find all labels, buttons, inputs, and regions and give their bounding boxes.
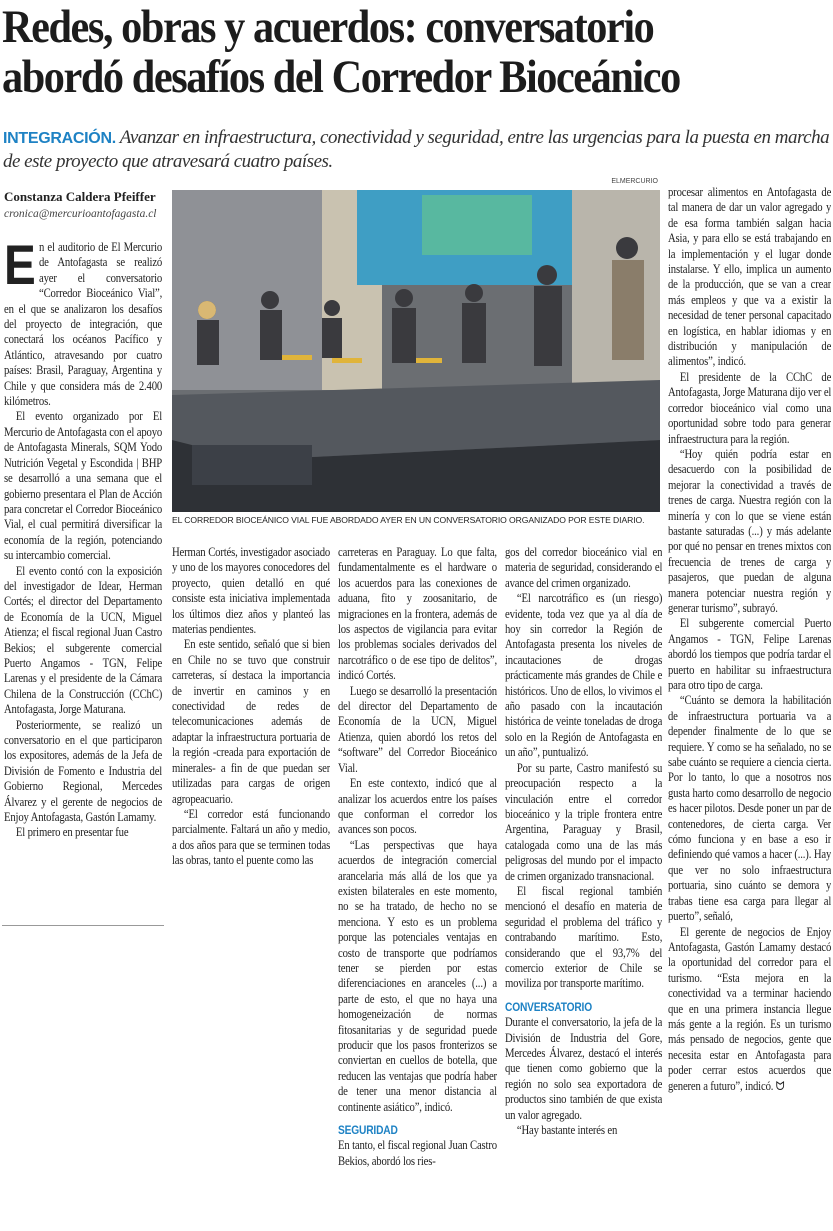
paragraph-text: El gerente de negocios de Enjoy Antofagasta, Gastón Lamamy destacó la oportunidad del corredor para el turismo. “Esta mejora en la conectividad va a terminar haciendo que en una primera instancia llegue más gente a la región. Es un turismo más pensado de negocios, gente que necesita estar en Antofagasta para poder cerrar estos acuerdos que generen a futuro”, indicó. <box>668 924 831 1093</box>
column-5 <box>668 185 831 1231</box>
paragraph: “El narcotráfico es (un riesgo) evidente, toda vez que ya al día de hoy sin corredor la Región de Antofagasta presenta los niveles de incautaciones de drogas prácticamente más grandes de Chile e históricos. Uno de ellos, lo vivimos el año pasado con la incautación histórica de veinte toneladas de droga solo en la Región de Antofagasta en un año”, puntualizó. <box>505 591 662 760</box>
column-1-text <box>4 240 162 841</box>
headline <box>2 2 832 102</box>
paragraph: “Hay bastante interés en <box>516 1123 618 1138</box>
paragraph: El fiscal regional también mencionó el desafío en materia de seguridad el problema del tráfico y contrabando marítimo. Esto, considerando que el 93,7% del comercio exterior de Chile se moviliza por transporte marítimo. <box>505 883 662 991</box>
paragraph: Luego se desarrolló la presentación del director del Departamento de Economía de la UCN, Miguel Atienza, quien abordó los retos del “software” del Corredor Bioceánico Vial. <box>338 683 497 775</box>
byline-email: cronica@mercurioantofagasta.cl <box>4 208 157 220</box>
byline-author: Constanza Caldera Pfeiffer <box>4 189 156 204</box>
column-3-text <box>338 545 497 1169</box>
photo-caption: EL CORREDOR BIOCEÁNICO VIAL FUE ABORDADO AYER EN UN CONVERSATORIO ORGANIZADO POR ESTE DIARIO. <box>172 515 645 525</box>
column-4-text <box>505 545 662 1138</box>
paragraph: “Cuánto se demora la habilitación de infraestructura portuaria va a depender finalmente de lo que se requiere. Y como se ha señalado, no se sabe cuánto se requiere a ciencia cierta. Por lo tanto, lo que a nosotros nos gusta harto como desarrollo de negocio es hacer pilotos. Desde poner un par de contenedores, de cierta carga. Ver cómo funciona y en base a eso ir definiendo qué vamos a hacer (...). Hay que ver no solo infraestructura portuaria, sino cuánto se demora y trabas tiene esa carga para llegar al puerto”, señaló, <box>668 693 831 924</box>
column-divider <box>2 925 164 926</box>
paragraph <box>668 925 831 1094</box>
paragraph: Por su parte, Castro manifestó su preocupación respecto a la vinculación entre el corredor bioceánico y la triple frontera entre Argentina, Paraguay y Brasil, catalogada como una de las más peligrosas del mundo por el impacto de crimen organizado transnacional. <box>505 760 662 883</box>
paragraph: gos del corredor bioceánico vial en materia de seguridad, considerando el avance del crimen organizado. <box>505 545 662 590</box>
headline-line-1: Redes, obras y acuerdos: conversatorio <box>2 1 654 53</box>
paragraph: procesar alimentos en Antofagasta de tal manera de dar un valor agregado y de esa forma también salgan hacia Asia, y para ello se está trabajando en la implementación y el lugar donde instalarse. Y ello, implica un aumento de la producción, que se van a crear más empleos y que va a existir la necesidad de tener personal capacitado en logística, en hablar idiomas y en distribución y manipulación de alimentos”, indicó. <box>668 185 831 369</box>
paragraph: “El corredor está funcionando parcialmente. Faltará un año y medio, a dos años para que se terminen todas las obras, tanto el puente como las <box>172 806 330 868</box>
deck-text: Avanzar en infraestructura, conectividad y seguridad, entre las urgencias para la puesta en marcha de este proyecto que atravesará cuatro países. <box>3 127 830 172</box>
subheading-conversatorio: CONVERSATORIO <box>505 999 592 1014</box>
subheading-seguridad: SEGURIDAD <box>338 1123 398 1138</box>
paragraph: El evento contó con la exposición del investigador de Idear, Herman Cortés; el director del Departamento de Economía de la UCN, Miguel Atienza; el fiscal regional Juan Castro Bekios; el subgerente comercial Puerto Angamos - TGN, Felipe Larenas y el presidente de la Cámara Chilena de la Construcción (CChC) Antofagasta, Jorge Maturana. <box>4 563 162 717</box>
deck <box>3 126 833 173</box>
paragraph: En este sentido, señaló que si bien en Chile no se tuvo que construir carreteras, sí destaca la importancia de invertir en caminos y en conectividad de redes de telecomunicaciones además de adaptar la infraestructura portuaria de la región -creada para exportación de minerales- a fin de que puedan ser utilizadas para cargas de origen agropeacuario. <box>172 637 330 806</box>
paragraph: Posteriormente, se realizó un conversatorio en el que participaron los expositores, además de la Jefa de División de Fomento e Industria del Gobierno Regional, Mercedes Álvarez y el gerente de negocios de Enjoy Antofagasta, Gastón Lamamy. <box>4 717 162 825</box>
paragraph: El subgerente comercial Puerto Angamos - TGN, Felipe Larenas abordó los tiempos que podría tardar el puerto en habilitar su infraestructura para otro tipo de carga. <box>668 616 831 692</box>
end-mark-icon: ᗢ <box>775 1078 785 1093</box>
column-2 <box>172 545 330 1231</box>
conversatorio-photo-illustration <box>172 190 660 512</box>
paragraph: En este contexto, indicó que al analizar los acuerdos entre los países que conforman el corredor los avances son pocos. <box>338 776 497 837</box>
paragraph: carreteras en Paraguay. Lo que falta, fundamentalmente es el hardware o los acuerdos para las conexiones de aduana, fito y zoosanitario, de migraciones en la frontera, además de los aspectos de vigilancia para evitar los problemas sociales derivados del narcotráfico o de ese tipo de delitos”, indicó Cortés. <box>338 545 497 683</box>
headline-line-2: abordó desafíos del Corredor Bioceánico <box>2 51 680 103</box>
photo-credit: ELMERCURIO <box>611 178 658 185</box>
paragraph: “Hoy quién podría estar en desacuerdo con la posibilidad de mejorar la conectividad a través de trenes de carga. Nuestra región con la minería y con lo que se viene están bastante saturadas (...) y más adelante por qué no pensar en trenes mixtos con frecuencia de trenes de carga y pasajeros, que puedan de alguna manera potenciar nuestra región y generar turismo”, subrayó. <box>668 446 831 615</box>
paragraph: Herman Cortés, investigador asociado y uno de los mayores conocedores del proyecto, quien detalló en qué consiste esta iniciativa implementada los últimos diez años y planteó las materias pendientes. <box>172 545 330 637</box>
paragraph: Durante el conversatorio, la jefa de la División de Industria del Gore, Mercedes Álvarez, destacó el interés que tienen como gobierno que la región no solo sea exportadora de productos sino también de que exista un valor agregado. <box>505 1015 662 1122</box>
column-2-text <box>172 545 330 869</box>
paragraph: En tanto, el fiscal regional Juan Castro Bekios, abordó los ries- <box>338 1138 497 1168</box>
paragraph: El presidente de la CChC de Antofagasta, Jorge Maturana dijo ver el corredor bioceánico vial como una oportunidad sobre todo para generar infraestructura para la región. <box>668 369 831 446</box>
column-5-text <box>668 185 831 1094</box>
event-photo <box>172 190 660 512</box>
paragraph: “Las perspectivas que haya acuerdos de integración comercial arancelaria más allá de los que ya existen bilaterales en este momento, no se ha tratado, de hecho no se menciona. Y esto es un problema porque las potenciales ventajas en costo de transporte que podríamos tener se pierden por estas diferenciaciones en aranceles (...) a parte de esto, el que no haya una homogeneización de normas fitosanitarias y de seguridad puede producir que los pasos fronterizos se conviertan en cuellos de botella, que reducen las ventajas que podría haber de tener una menor distancia al continente asiático”, indicó. <box>338 837 497 1114</box>
paragraph: El evento organizado por El Mercurio de Antofagasta con el apoyo de Antofagasta Minerals, SQM Yodo Nutrición Vegetal y Escondida | BHP se desarrolló a una semana que el gobierno presentara el Plan de Acción para concretar el Corredor Bioceánico Vial, el cual permitirá diversificar la economía de la región, potenciando su intercambio comercial. <box>4 409 162 563</box>
column-4 <box>505 545 662 1231</box>
paragraph: n el auditorio de El Mercurio de Antofagasta se realizó ayer el conversatorio “Corredor Bioceánico Vial”, en el que se analizaron los desafíos del proyecto de integración, que conectará los océanos Pacífico y Atlántico, atravesando por cuatro países: Brasil, Paraguay, Argentina y Chile y que considera más de 2.400 kilómetros. <box>4 240 162 409</box>
deck-label: INTEGRACIÓN. <box>3 130 116 147</box>
paragraph: El primero en presentar fue <box>15 825 129 840</box>
column-3 <box>338 545 497 1231</box>
drop-cap: E <box>4 240 36 296</box>
column-1 <box>4 240 162 920</box>
